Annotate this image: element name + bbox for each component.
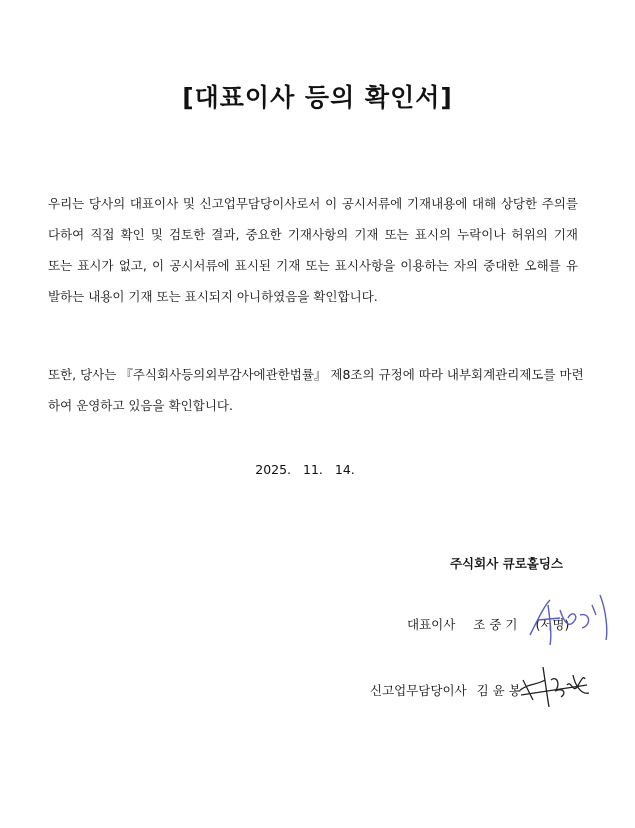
officer-role: 신고업무담당이사 xyxy=(370,683,467,698)
document-title: [대표이사 등의 확인서] xyxy=(182,83,453,112)
company-name: 주식회사 큐로홀딩스 xyxy=(449,556,563,571)
ceo-signature xyxy=(520,590,610,650)
officer-signature-line xyxy=(370,681,521,699)
ceo-seal-label: (서명) xyxy=(535,617,570,632)
officer-name: 김 윤 봉 xyxy=(476,683,521,698)
paragraph2-line: 하여 운영하고 있음을 확인합니다. xyxy=(48,398,233,413)
document-date: 2025. 11. 14. xyxy=(255,462,355,477)
paragraph1-line: 또는 표시가 없고, 이 공시서류에 표시된 기재 또는 표시사항을 이용하는 자의 중대한 오해를 유 xyxy=(48,258,578,273)
officer-signature xyxy=(515,665,595,710)
paragraph1-line: 우리는 당사의 대표이사 및 신고업무담당이사로서 이 공시서류에 기재내용에 대해 상당한 주의를 xyxy=(48,196,578,211)
paragraph1-line: 다하여 직접 확인 및 검토한 결과, 중요한 기재사항의 기재 또는 표시의 누락이나 허위의 기재 xyxy=(48,227,578,242)
paragraph1-line: 발하는 내용이 기재 또는 표시되지 아니하였음을 확인합니다. xyxy=(48,289,378,304)
ceo-name: 조 중 기 xyxy=(473,617,518,632)
ceo-role: 대표이사 xyxy=(407,617,456,632)
paragraph2-line: 또한, 당사는 『주식회사등의외부감사에관한법률』 제8조의 규정에 따라 내부회계관리제도를 마련 xyxy=(48,367,584,382)
